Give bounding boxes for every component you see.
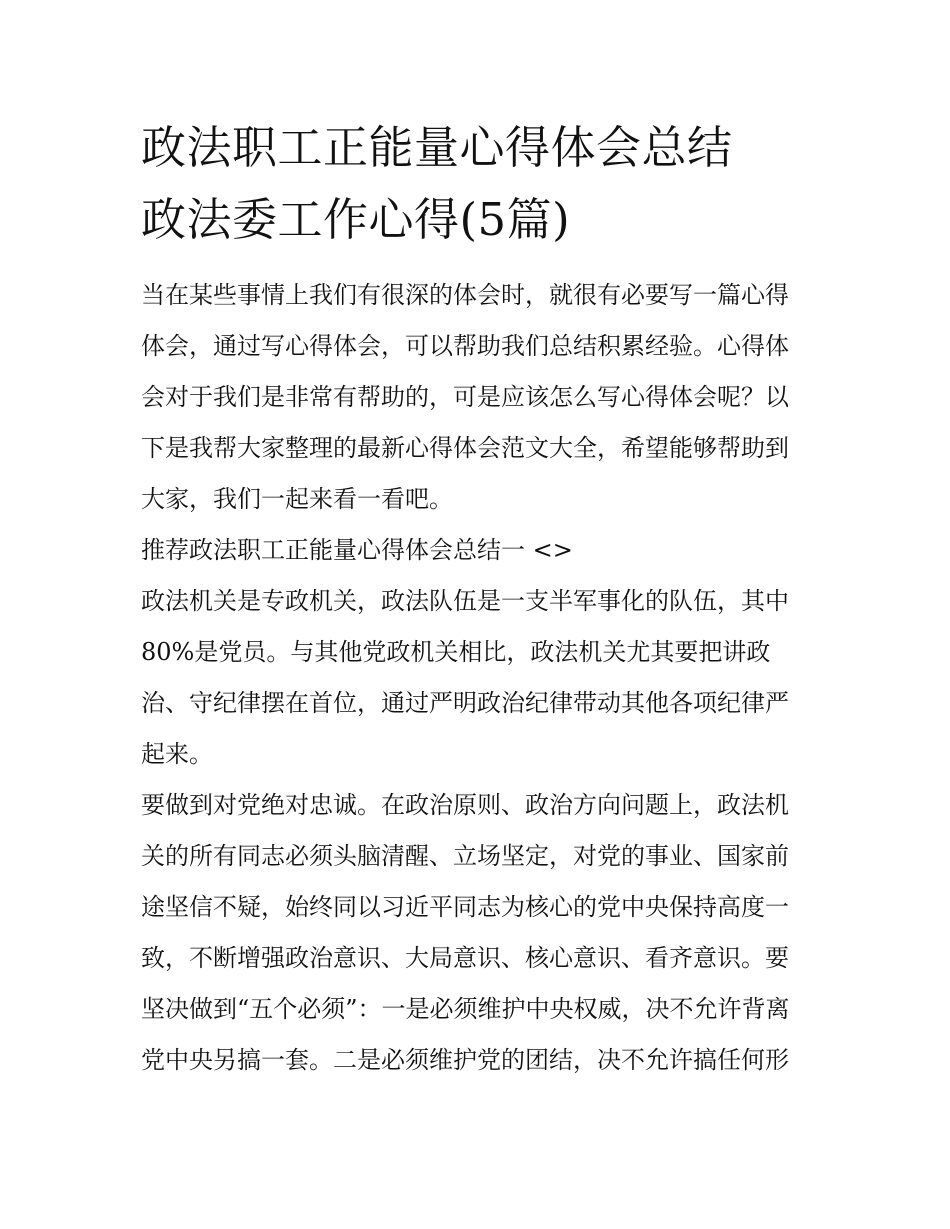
text-line: 途坚信不疑，始终同以习近平同志为核心的党中央保持高度一 bbox=[141, 893, 789, 921]
text-line: 致，不断增强政治意识、大局意识、核心意识、看齐意识。要 bbox=[141, 944, 789, 972]
paragraph-body-2 bbox=[141, 780, 813, 1086]
text-line: 坚决做到“五个必须”：一是必须维护中央权威，决不允许背离 bbox=[141, 995, 790, 1023]
text-line: 关的所有同志必须头脑清醒、立场坚定，对党的事业、国家前 bbox=[141, 842, 789, 870]
text-line: 大家，我们一起来看一看吧。 bbox=[141, 485, 453, 513]
document-title bbox=[141, 112, 813, 256]
paragraph-body-1 bbox=[141, 576, 813, 780]
text-line: 体会，通过写心得体会，可以帮助我们总结积累经验。心得体 bbox=[141, 332, 789, 360]
text-line: 会对于我们是非常有帮助的，可是应该怎么写心得体会呢？以 bbox=[141, 383, 789, 411]
title-line-2: 政法委工作心得(5篇) bbox=[141, 193, 571, 246]
text-line: 政法机关是专政机关，政法队伍是一支半军事化的队伍，其中 bbox=[141, 587, 789, 615]
text-line: 下是我帮大家整理的最新心得体会范文大全，希望能够帮助到 bbox=[141, 434, 789, 462]
text-line: 推荐政法职工正能量心得体会总结一 <> bbox=[141, 536, 573, 564]
text-line: 80%是党员。与其他党政机关相比，政法机关尤其要把讲政 bbox=[141, 638, 771, 666]
text-line: 起来。 bbox=[141, 740, 213, 768]
text-line: 治、守纪律摆在首位，通过严明政治纪律带动其他各项纪律严 bbox=[141, 689, 789, 717]
text-line: 当在某些事情上我们有很深的体会时，就很有必要写一篇心得 bbox=[141, 281, 789, 309]
document-page bbox=[141, 112, 813, 1086]
section-heading bbox=[141, 525, 813, 576]
text-line: 党中央另搞一套。二是必须维护党的团结，决不允许搞任何形 bbox=[141, 1046, 789, 1074]
paragraph-intro bbox=[141, 270, 813, 525]
title-line-1: 政法职工正能量心得体会总结 bbox=[141, 121, 733, 174]
text-line: 要做到对党绝对忠诚。在政治原则、政治方向问题上，政法机 bbox=[141, 791, 789, 819]
